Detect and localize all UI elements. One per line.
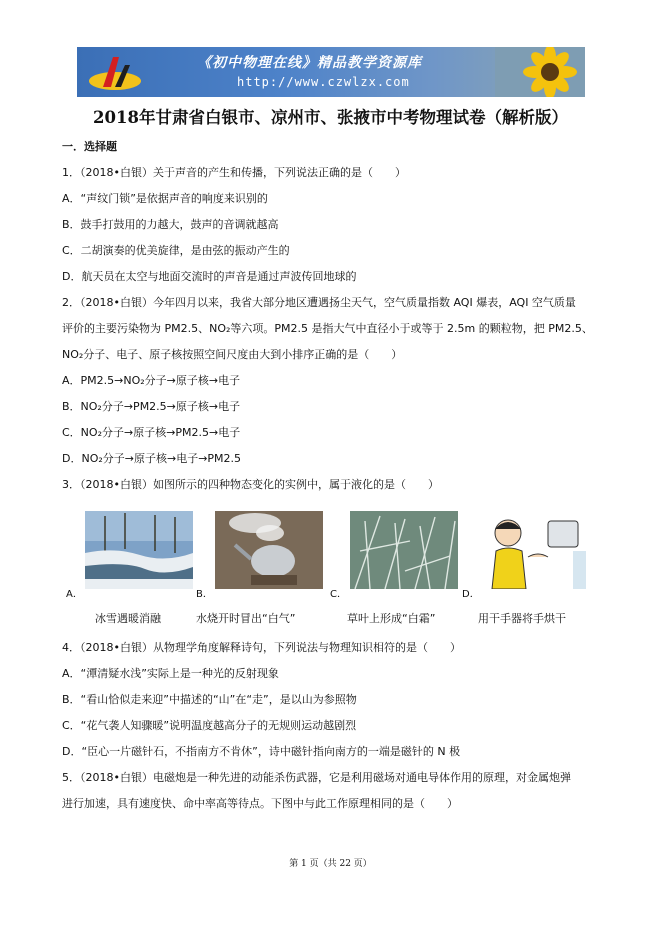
question-1-option-b: B．鼓手打鼓用的力越大，鼓声的音调就越高 bbox=[62, 218, 279, 231]
figure-d-caption: 用干手器将手烘干 bbox=[478, 612, 566, 625]
question-3-figures bbox=[0, 511, 661, 591]
banner-url[interactable]: http://www.czwlzx.com bbox=[237, 75, 410, 89]
figure-c-frost-grass bbox=[350, 511, 458, 589]
question-3-stem: 3．（2018•白银）如图所示的四种物态变化的实例中，属于液化的是（ ） bbox=[62, 478, 439, 491]
question-4-stem: 4．（2018•白银）从物理学角度解释诗句，下列说法与物理知识相符的是（ ） bbox=[62, 641, 461, 654]
question-2-option-c: C．NO₂分子→原子核→PM2.5→电子 bbox=[62, 426, 241, 439]
figure-a-caption: 冰雪遇暖消融 bbox=[95, 612, 161, 625]
question-2-option-b: B．NO₂分子→PM2.5→原子核→电子 bbox=[62, 400, 241, 413]
question-2-option-a: A．PM2.5→NO₂分子→原子核→电子 bbox=[62, 374, 241, 387]
section-heading: 一．选择题 bbox=[62, 140, 117, 153]
document-title: 2018年甘肃省白银市、凉州市、张掖市中考物理试卷（解析版） bbox=[93, 108, 568, 127]
banner-title: 《初中物理在线》精品教学资源库 bbox=[197, 55, 422, 71]
question-5-stem-line-1: 5．（2018•白银）电磁炮是一种先进的动能杀伤武器，它是利用磁场对通电导体作用的原理，对金属炮弹 bbox=[62, 771, 571, 784]
question-5-stem-line-2: 进行加速，具有速度快、命中率高等待点。下图中与此工作原理相同的是（ ） bbox=[62, 797, 458, 810]
figure-d-letter: D． bbox=[462, 589, 480, 600]
question-4-option-b: B．“看山恰似走来迎”中描述的“山”在“走”，是以山为参照物 bbox=[62, 693, 357, 706]
figure-d-hand-dryer bbox=[478, 511, 586, 589]
site-logo-icon bbox=[85, 51, 145, 93]
figure-b-letter: B． bbox=[196, 589, 213, 600]
figure-c-letter: C． bbox=[330, 589, 347, 600]
figure-c-caption: 草叶上形成“白霜” bbox=[347, 612, 436, 625]
header-banner bbox=[77, 47, 585, 97]
question-4-option-d: D．“臣心一片磁针石，不指南方不肯休”，诗中磁针指向南方的一端是磁针的 N 极 bbox=[62, 745, 461, 758]
question-4-option-a: A．“潭清疑水浅”实际上是一种光的反射现象 bbox=[62, 667, 279, 680]
figure-b-caption: 水烧开时冒出“白气” bbox=[196, 612, 296, 625]
question-2-stem-line-1: 2．（2018•白银）今年四月以来，我省大部分地区遭遇扬尘天气，空气质量指数 AQI 爆表，AQI 空气质量 bbox=[62, 296, 576, 309]
figure-a-snow-melt bbox=[85, 511, 193, 589]
question-1-option-d: D．航天员在太空与地面交流时的声音是通过声波传回地球的 bbox=[62, 270, 357, 283]
question-4-option-c: C．“花气袭人知骤暖”说明温度越高分子的无规则运动越剧烈 bbox=[62, 719, 357, 732]
question-1-stem: 1．（2018•白银）关于声音的产生和传播，下列说法正确的是（ ） bbox=[62, 166, 406, 179]
figure-b-kettle-steam bbox=[215, 511, 323, 589]
question-1-option-c: C．二胡演奏的优美旋律，是由弦的振动产生的 bbox=[62, 244, 290, 257]
question-2-stem-line-2: 评价的主要污染物为 PM2.5、NO₂等六项。PM2.5 是指大气中直径小于或等于 2.5m 的颗粒物，把 PM2.5、 bbox=[62, 322, 593, 335]
question-1-option-a: A．“声纹门锁”是依据声音的响度来识别的 bbox=[62, 192, 268, 205]
question-2-option-d: D．NO₂分子→原子核→电子→PM2.5 bbox=[62, 452, 242, 465]
sunflower-icon bbox=[495, 47, 585, 97]
question-2-stem-line-3: NO₂分子、电子、原子核按照空间尺度由大到小排序正确的是（ ） bbox=[62, 348, 403, 361]
figure-a-letter: A． bbox=[66, 589, 83, 600]
page-number: 第 1 页（共 22 页） bbox=[289, 859, 372, 869]
